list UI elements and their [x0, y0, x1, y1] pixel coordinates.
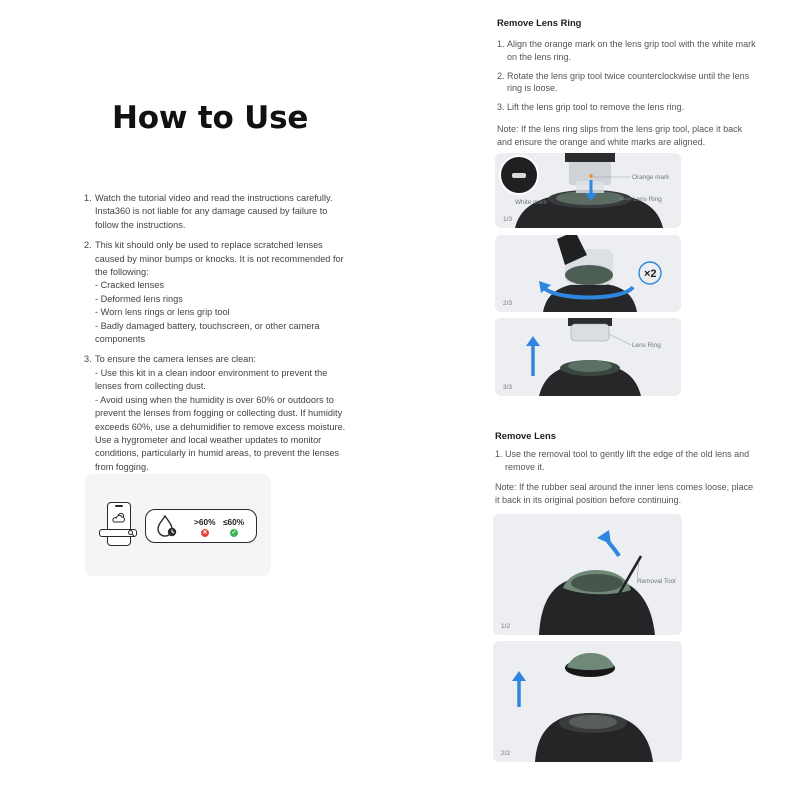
step-subitem: - Use this kit in a clean indoor environment to prevent the lenses from collecting dust.	[95, 367, 328, 392]
section-title-remove-lens: Remove Lens	[495, 430, 556, 441]
water-drop-icon	[154, 513, 180, 539]
search-icon	[127, 529, 135, 537]
search-bar-icon	[99, 529, 137, 537]
step-subitem: - Avoid using when the humidity is over 60% or outdoors to prevent the lenses from fogging or collecting dust. If humidity exceeds 60%, use a dehumidifier to remove excess moisture. Use a hygrometer and local weather updates to monitor conditions, particularly in humid areas, to prevent the lenses from fogging.	[95, 394, 346, 472]
lift-lens-illustration	[493, 641, 682, 762]
humidity-bubble	[145, 509, 257, 543]
callout-orange-mark: Orange mark	[632, 174, 670, 181]
humidity-ok-label: ≤60%	[223, 517, 245, 527]
photo-page-label: 1/3	[503, 216, 513, 223]
callout-lens-ring: Lens Ring	[632, 342, 661, 349]
cross-icon: ✕	[202, 530, 208, 536]
list-item: 3. Lift the lens grip tool to remove the lens ring.	[497, 102, 685, 113]
remove-lens-note: Note: If the rubber seal around the inner lens comes loose, place it back in its original position before continuing.	[495, 482, 754, 505]
photo-lens-ring-step-1	[495, 153, 681, 228]
step-subitem: - Worn lens rings or lens grip tool	[95, 307, 230, 318]
remove-lens-ring-note: Note: If the lens ring slips from the lens grip tool, place it back and ensure the orange and white marks are aligned.	[497, 124, 743, 147]
callout-removal-tool: Removal Tool	[637, 578, 676, 585]
rotate-grip-tool-illustration	[495, 235, 681, 312]
step-text: To ensure the camera lenses are clean:	[95, 354, 256, 365]
list-item: 2. This kit should only be used to replace scratched lenses caused by minor bumps or knocks. It is not recommended for the following: - Cracked lenses - Deformed lens rings - Worn lens rings or lens grip tool - Badly damaged battery, touchscreen, or other camera components	[84, 239, 346, 346]
step-text: This kit should only be used to replace scratched lenses caused by minor bumps or knocks. It is not recommended for the following:	[95, 240, 344, 278]
usage-steps-list	[84, 192, 346, 481]
remove-lens-ring-steps	[497, 38, 759, 120]
photo-lens-ring-step-2	[495, 235, 681, 312]
humidity-high-label: >60%	[194, 517, 216, 527]
cloud-icon	[111, 512, 127, 524]
camera-with-grip-tool-illustration	[495, 153, 681, 228]
photo-remove-lens-step-2	[493, 641, 682, 762]
list-item: 1. Use the removal tool to gently lift the edge of the old lens and remove it.	[495, 449, 750, 472]
page-title: How to Use	[112, 100, 309, 136]
rotation-count-badge: ×2	[644, 268, 657, 280]
phone-icon	[107, 502, 131, 546]
list-item: 3. To ensure the camera lenses are clean: - Use this kit in a clean indoor environment to prevent the lenses from collecting dust. - Avoid using when the humidity is over 60% or outdoors to prevent the lenses from fogging or collecting dust. If humidity exceeds 60%, use a dehumidifier to remove excess moisture. Use a hygrometer and local weather updates to monitor conditions, particularly in humid areas, to prevent the lenses from fogging.	[84, 353, 346, 474]
step-subitem: - Badly damaged battery, touchscreen, or other camera components	[95, 320, 320, 345]
humidity-illustration-card	[85, 474, 271, 576]
step-subitem: - Cracked lenses	[95, 280, 164, 291]
list-item: 1. Align the orange mark on the lens grip tool with the white mark on the lens ring.	[497, 39, 756, 62]
photo-page-label: 1/2	[501, 623, 511, 630]
remove-lens-steps	[495, 448, 757, 480]
check-icon: ✓	[231, 530, 237, 536]
step-text: Watch the tutorial video and read the instructions carefully. Insta360 is not liable for any damage caused by failure to follow the instructions.	[95, 193, 333, 230]
photo-page-label: 2/2	[501, 750, 511, 757]
lift-lens-ring-illustration	[495, 318, 681, 396]
list-item: 2. Rotate the lens grip tool twice counterclockwise until the lens ring is loose.	[497, 70, 750, 94]
removal-tool-illustration	[493, 514, 682, 635]
step-subitem: - Deformed lens rings	[95, 293, 183, 304]
callout-lens-ring: Lens Ring	[633, 196, 662, 203]
callout-white-mark: White mark	[515, 199, 548, 206]
photo-remove-lens-step-1	[493, 514, 682, 635]
list-item: 1. Watch the tutorial video and read the instructions carefully. Insta360 is not liable for any damage caused by failure to follow the instructions.	[84, 193, 333, 230]
photo-page-label: 2/3	[503, 300, 513, 307]
photo-page-label: 3/3	[503, 384, 513, 391]
photo-lens-ring-step-3	[495, 318, 681, 396]
section-title-remove-lens-ring: Remove Lens Ring	[497, 17, 582, 28]
